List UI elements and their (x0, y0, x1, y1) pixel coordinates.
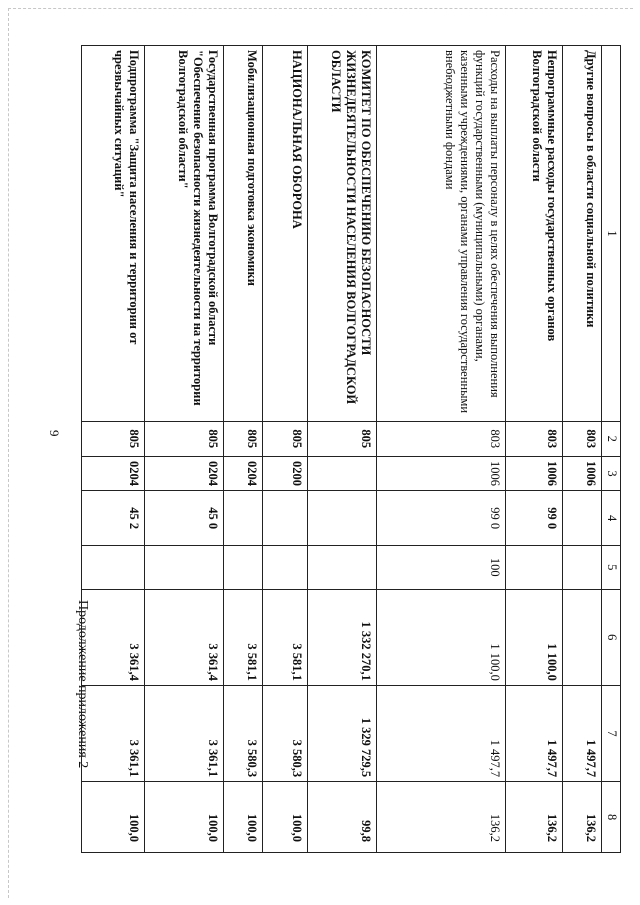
column-header: 1 (602, 46, 621, 422)
table-cell: 805 (263, 422, 308, 456)
table-cell: 1 332 270,1 (308, 589, 377, 685)
table-cell: 3 361,1 (82, 685, 145, 781)
table-cell (308, 491, 377, 545)
table-cell: 136,2 (506, 782, 563, 853)
appendix-caption: Продолжение приложения 2 (75, 600, 90, 769)
table-cell: 1 497,7 (377, 685, 506, 781)
table-cell (224, 491, 263, 545)
table-cell: 1 497,7 (563, 685, 602, 781)
table-cell: 45 0 (145, 491, 224, 545)
table-cell (506, 545, 563, 589)
table-cell: 1006 (506, 456, 563, 491)
table-cell: 3 580,3 (263, 685, 308, 781)
table-cell: 805 (145, 422, 224, 456)
table-cell: 99 0 (506, 491, 563, 545)
table-cell (263, 545, 308, 589)
column-header: 5 (602, 545, 621, 589)
table-body (82, 46, 602, 853)
page-number: 9 (47, 430, 62, 437)
table-cell: 100,0 (263, 782, 308, 853)
row-name-cell: Подпрограмма "Защита населения и территории от чрезвычайных ситуаций" (82, 46, 145, 422)
table-row (224, 46, 263, 853)
table-cell: 805 (82, 422, 145, 456)
row-name-cell: Мобилизационная подготовка экономики (224, 46, 263, 422)
table-row (82, 46, 145, 853)
table-cell: 99,8 (308, 782, 377, 853)
column-header: 4 (602, 491, 621, 545)
table-cell: 1 100,0 (506, 589, 563, 685)
table-cell: 805 (308, 422, 377, 456)
table-cell: 803 (506, 422, 563, 456)
table-row (506, 46, 563, 853)
table-header-row (602, 46, 621, 853)
row-name-cell: Другие вопросы в области социальной политики (563, 46, 602, 422)
table-cell: 1006 (377, 456, 506, 491)
table-cell: 0204 (224, 456, 263, 491)
table-row (377, 46, 506, 853)
table-cell (308, 545, 377, 589)
table-row (563, 46, 602, 853)
table-cell (563, 545, 602, 589)
row-name-cell: Расходы на выплаты персоналу в целях обеспечения выполнения функций государственными (муниципальными) органами, казенными учреждениями, органами управления государственными внебюджетными фондами (377, 46, 506, 422)
table-row (145, 46, 224, 853)
column-header: 7 (602, 685, 621, 781)
table-cell: 3 581,1 (224, 589, 263, 685)
column-header: 8 (602, 782, 621, 853)
row-name-cell: КОМИТЕТ ПО ОБЕСПЕЧЕНИЮ БЕЗОПАСНОСТИ ЖИЗНЕДЕЯТЕЛЬНОСТИ НАСЕЛЕНИЯ ВОЛГОГРАДСКОЙ ОБЛАСТИ (308, 46, 377, 422)
table-row (263, 46, 308, 853)
table-cell: 99 0 (377, 491, 506, 545)
table-cell (82, 545, 145, 589)
budget-table (101, 45, 621, 853)
table-cell: 3 361,4 (82, 589, 145, 685)
row-name-cell: НАЦИОНАЛЬНАЯ ОБОРОНА (263, 46, 308, 422)
table-cell (224, 545, 263, 589)
table-cell: 803 (377, 422, 506, 456)
table-row (308, 46, 377, 853)
table-cell: 805 (224, 422, 263, 456)
table-cell: 136,2 (377, 782, 506, 853)
table-cell: 3 361,4 (145, 589, 224, 685)
table-cell: 1 100,0 (377, 589, 506, 685)
table-cell (308, 456, 377, 491)
table-cell: 3 581,1 (263, 589, 308, 685)
table-cell: 1 497,7 (506, 685, 563, 781)
table-cell: 1006 (563, 456, 602, 491)
table-cell: 3 580,3 (224, 685, 263, 781)
table-cell: 100,0 (145, 782, 224, 853)
table-cell (563, 491, 602, 545)
column-header: 3 (602, 456, 621, 491)
table-cell (145, 545, 224, 589)
table-cell (563, 589, 602, 685)
table-cell (263, 491, 308, 545)
table-cell: 100,0 (224, 782, 263, 853)
table-cell: 136,2 (563, 782, 602, 853)
table-cell: 0204 (82, 456, 145, 491)
column-header: 6 (602, 589, 621, 685)
row-name-cell: Непрограммные расходы государственных органов Волгоградской области (506, 46, 563, 422)
column-header: 2 (602, 422, 621, 456)
table-cell: 100,0 (82, 782, 145, 853)
table-cell: 803 (563, 422, 602, 456)
table-cell: 45 2 (82, 491, 145, 545)
table-cell: 3 361,1 (145, 685, 224, 781)
table-cell: 1 329 729,5 (308, 685, 377, 781)
table-cell: 0200 (263, 456, 308, 491)
table-cell: 100 (377, 545, 506, 589)
table-cell: 0204 (145, 456, 224, 491)
rotated-document-page (40, 0, 640, 860)
row-name-cell: Государственная программа Волгоградской области "Обеспечение безопасности жизнедеятельности на территории Волгоградской области" (145, 46, 224, 422)
